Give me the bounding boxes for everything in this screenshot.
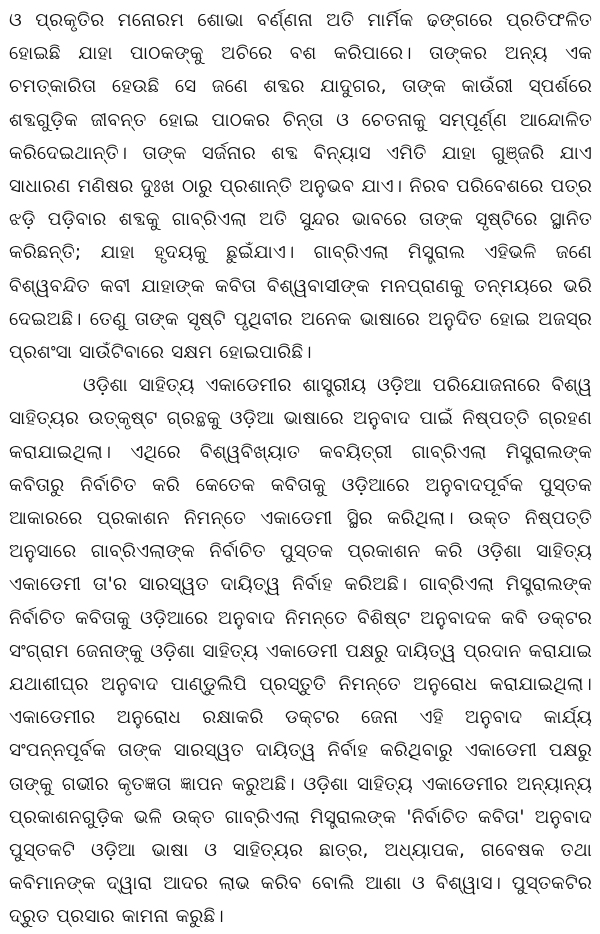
paragraph-2: ଓଡ଼ିଶା ସାହିତ୍ୟ ଏକାଡେମୀର ଶାସ୍ତ୍ରୀୟ ଓଡ଼ିଆ ପରିଯୋଜନାରେ ବିଶ୍ୱ ସାହିତ୍ୟର ଉତ୍କୃଷ୍ଟ ଗ୍ରନ୍ଥକୁ ଓଡ଼ିଆ ଭାଷାରେ ଅନୁବାଦ ପାଇଁ ନିଷ୍ପତ୍ତି ଗ୍ରହଣ କରାଯାଇଥିଲା। ଏଥିରେ ବିଶ୍ୱବିଖ୍ୟାତ କବୟିତ୍ରୀ ଗାବ୍ରିଏଲା ମିସ୍ତ୍ରାଲଙ୍କ କବିତାରୁ ନିର୍ବାଚିତ କରି କେତେକ କବିତାକୁ ଓଡ଼ିଆରେ ଅନୁବାଦପୂର୍ବକ ପୁସ୍ତକ ଆକାରରେ ପ୍ରକାଶନ ନିମନ୍ତେ ଏକାଡେମୀ ସ୍ଥିର କରିଥିଲା। ଉକ୍ତ ନିଷ୍ପତ୍ତି ଅନୁସାରେ ଗାବ୍ରିଏଲାଙ୍କ ନିର୍ବାଚିତ ପୁସ୍ତକ ପ୍ରକାଶନ କରି ଓଡ଼ିଶା ସାହିତ୍ୟ ଏକାଡେମୀ ତା'ର ସାରସ୍ୱତ ଦାୟିତ୍ୱ ନିର୍ବାହ କରିଅଛି। ଗାବ୍ରିଏଲା ମିସ୍ତ୍ରାଲଙ୍କ ନିର୍ବାଚିତ କବିତାକୁ ଓଡ଼ିଆରେ ଅନୁବାଦ ନିମନ୍ତେ ବିଶିଷ୍ଟ ଅନୁବାଦକ କବି ଡକ୍ଟର ସଂଗ୍ରାମ ଜେନାଙ୍କୁ ଓଡ଼ିଶା ସାହିତ୍ୟ ଏକାଡେମୀ ପକ୍ଷରୁ ଦାୟିତ୍ୱ ପ୍ରଦାନ କରାଯାଇ ଯଥାଶୀଘ୍ର ଅନୁବାଦ ପାଣ୍ଡୁଲିପି ପ୍ରସ୍ତୁତି ନିମନ୍ତେ ଅନୁରୋଧ କରାଯାଇଥିଲା। ଏକାଡେମୀର ଅନୁରୋଧ ରକ୍ଷାକରି ଡକ୍ଟର ଜେନା ଏହି ଅନୁବାଦ କାର୍ଯ୍ୟ ସଂପନ୍ନପୂର୍ବକ ତାଙ୍କ ସାରସ୍ୱତ ଦାୟିତ୍ୱ ନିର୍ବାହ କରିଥିବାରୁ ଏକାଡେମୀ ପକ୍ଷରୁ ତାଙ୍କୁ ଗଭୀର କୃତଜ୍ଞତା ଜ୍ଞାପନ କରୁଅଛି। ଓଡ଼ିଶା ସାହିତ୍ୟ ଏକାଡେମୀର ଅନ୍ୟାନ୍ୟ ପ୍ରକାଶନଗୁଡ଼ିକ ଭଳି ଉକ୍ତ ଗାବ୍ରିଏଲା ମିସ୍ତ୍ରାଲଙ୍କ 'ନିର୍ବାଚିତ କବିତା' ଅନୁବାଦ ପୁସ୍ତକଟି ଓଡ଼ିଆ ଭାଷା ଓ ସାହିତ୍ୟର ଛାତ୍ର, ଅଧ୍ୟାପକ, ଗବେଷକ ତଥା କବିମାନଙ୍କ ଦ୍ୱାରା ଆଦର ଲାଭ କରିବ ବୋଲି ଆଶା ଓ ବିଶ୍ୱାସ। ପୁସ୍ତକଟିର ଦ୍ରୁତ ପ୍ରସାର କାମନା କରୁଛି। <box>9 375 592 928</box>
paragraph-1: ଓ ପ୍ରକୃତିର ମନୋରମ ଶୋଭା ବର୍ଣ୍ଣନା ଅତି ମାର୍ମିକ ଢଙ୍ଗରେ ପ୍ରତିଫଳିତ ହୋଇଛି ଯାହା ପାଠକଙ୍କୁ ଅଚିରେ ବଶ କରିପାରେ। ତାଙ୍କର ଅନ୍ୟ ଏକ ଚମତ୍କାରିତା ହେଉଛି ସେ ଜଣେ ଶବ୍ଦର ଯାଦୁଗର, ତାଙ୍କ କାଉଁରୀ ସ୍ପର୍ଶରେ ଶବ୍ଦଗୁଡ଼ିକ ଜୀବନ୍ତ ହୋଇ ପାଠକର ଚିନ୍ତା ଓ ଚେତନାକୁ ସମ୍ପୂର୍ଣ୍ଣ ଆନ୍ଦୋଳିତ କରିଦେଇଥାନ୍ତି। ତାଙ୍କ ସର୍ଜନାର ଶବ୍ଦ ବିନ୍ୟାସ ଏମିତି ଯାହା ଗୁଞ୍ଜରି ଯାଏ ସାଧାରଣ ମଣିଷର ଦୁଃଖ ଠାରୁ ପ୍ରଶାନ୍ତି ଅନୁଭବ ଯାଏ। ନିରବ ପରିବେଶରେ ପତ୍ର ଝଡ଼ି ପଡ଼ିବାର ଶବ୍ଦକୁ ଗାବ୍ରିଏଲା ଅତି ସୁନ୍ଦର ଭାବରେ ତାଙ୍କ ସୃଷ୍ଟିରେ ସ୍ଥାନିତ କରିଛନ୍ତି; ଯାହା ହୃଦୟକୁ ଛୁଇଁଯାଏ। ଗାବ୍ରିଏଲା ମିସ୍ତ୍ରାଲ ଏହିଭଳି ଜଣେ ବିଶ୍ୱବନ୍ଦିତ କବୀ ଯାହାଙ୍କ କବିତା ବିଶ୍ୱବାସୀଙ୍କ ମନପ୍ରାଣକୁ ତନ୍ମୟରେ ଭରି ଦେଇଅଛି। ତେଣୁ ତାଙ୍କ ସୃଷ୍ଟି ପୃଥିବୀର ଅନେକ ଭାଷାରେ ଅନୁଦିତ ହୋଇ ଅଜସ୍ର ପ୍ରଶଂସା ସାଉଁଟିବାରେ ସକ୍ଷମ ହୋଇପାରିଛି। <box>9 10 592 364</box>
